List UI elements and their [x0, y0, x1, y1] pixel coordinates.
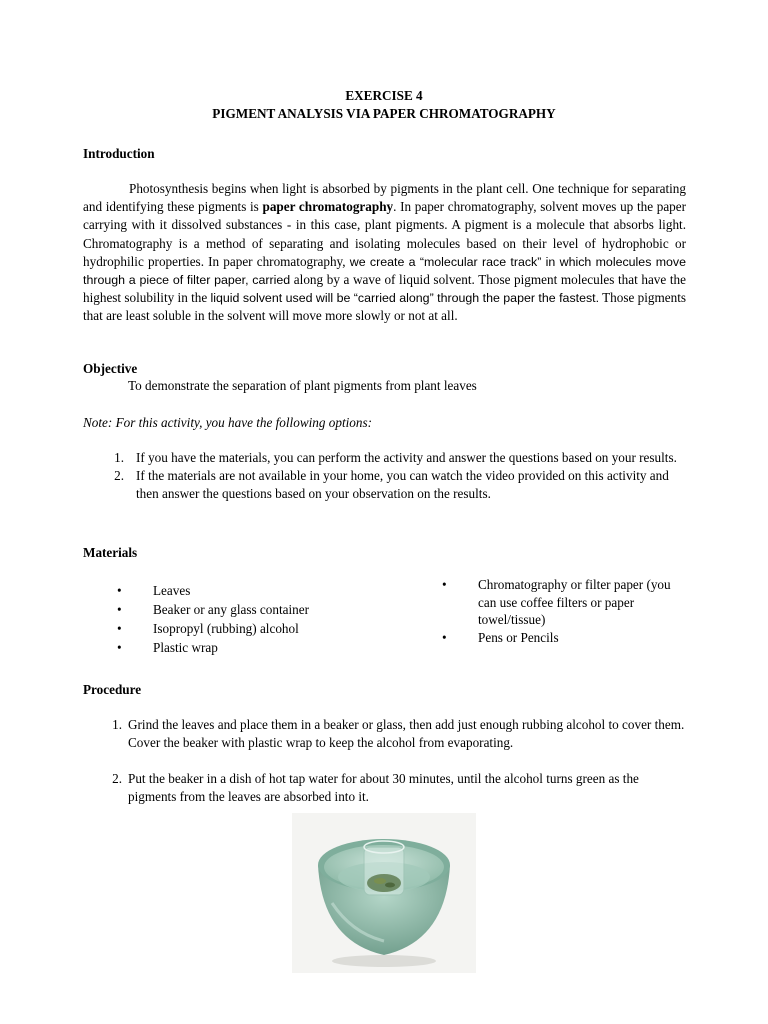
list-item: • Beaker or any glass container [117, 602, 309, 617]
bullet-icon: • [117, 621, 122, 636]
bullet-icon: • [117, 602, 122, 617]
materials-heading: Materials [83, 545, 138, 560]
page-title: PIGMENT ANALYSIS VIA PAPER CHROMATOGRAPHY [212, 106, 556, 121]
objective-text: To demonstrate the separation of plant pigments from plant leaves [128, 378, 477, 393]
bullet-icon: • [442, 629, 447, 645]
list-item: • Plastic wrap [117, 640, 218, 655]
procedure-step [106, 716, 686, 752]
options-list [108, 449, 688, 503]
list-item: • Leaves [117, 583, 191, 598]
beaker-in-bowl-photo [292, 813, 476, 973]
bowl-illustration [292, 813, 476, 973]
materials-list-right [442, 576, 682, 646]
introduction-heading: Introduction [83, 146, 155, 161]
list-item: • Chromatography or filter paper (you can use coffee filters or paper towel/tissue) [442, 577, 671, 628]
procedure-heading: Procedure [83, 682, 142, 697]
list-item: 1. Grind the leaves and place them in a beaker or glass, then add just enough rubbing alcohol to cover them. Cover the beaker with plastic wrap to keep the alcohol from evaporating. [112, 717, 685, 750]
list-item: • Isopropyl (rubbing) alcohol [117, 621, 299, 636]
list-item: 1. If you have the materials, you can perform the activity and answer the questions based on your results. [114, 450, 677, 465]
introduction-paragraph: Photosynthesis begins when light is absorbed by pigments in the plant cell. One technique for separating and identifying these pigments is paper chromatography. In paper chromatography, solvent moves up the paper carrying with it dissolved substances - in this case, plant pigments. A pigment is a molecule that absorbs light. Chromatography is a method of separating and isolating molecules based on their level of hydrophobic or hydrophilic properties. In paper chromatography, we create a “molecular race track” in which molecules move through a piece of filter paper, carried along by a wave of liquid solvent. Those pigment molecules that have the highest solubility in the liquid solvent used will be “carried along” through the paper the fastest. Those pigments that are least soluble in the solvent will move more slowly or not at all. [83, 181, 687, 324]
bullet-icon: • [442, 577, 447, 592]
list-item: 2. Put the beaker in a dish of hot tap water for about 30 minutes, until the alcohol turns green as the pigments from the leaves are absorbed into it. [112, 771, 639, 804]
exercise-number: EXERCISE 4 [345, 88, 423, 103]
procedure-step [106, 770, 686, 806]
bullet-icon: • [117, 583, 122, 598]
options-note: Note: For this activity, you have the following options: [83, 415, 372, 430]
bullet-icon: • [117, 640, 122, 655]
materials-list-left [117, 581, 377, 657]
list-item: • Pens or Pencils [442, 629, 559, 645]
objective-heading: Objective [83, 361, 138, 376]
list-item: 2. If the materials are not available in your home, you can watch the video provided on this activity and then answer the questions based on your observation on the results. [114, 468, 669, 501]
